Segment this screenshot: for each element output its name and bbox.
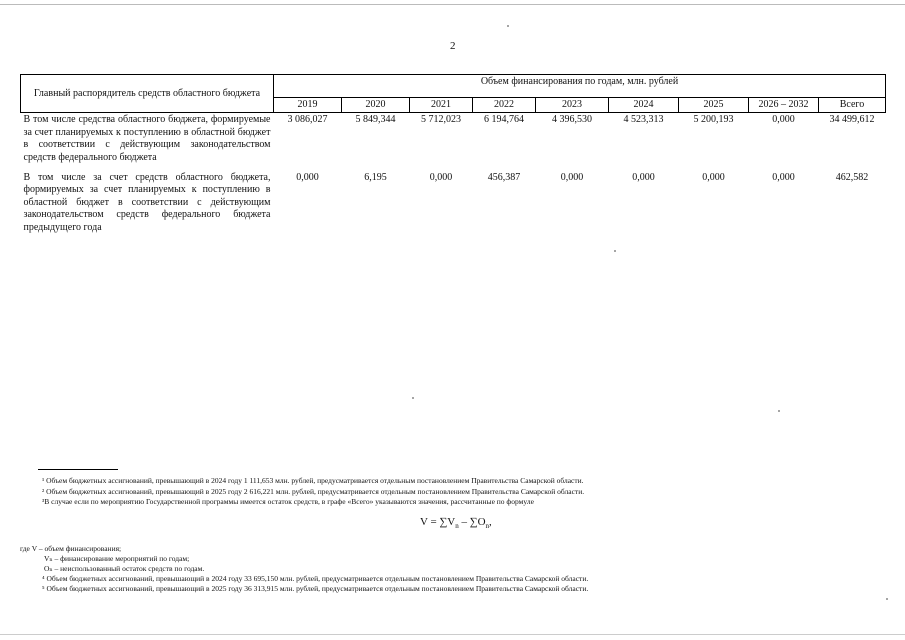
footnote-4: ⁴ Объем бюджетных ассигнований, превышающий в 2024 году 33 695,150 млн. рублей, предусматривается отдельным постановлением Правительства Самарской области. [42,574,589,583]
row-description: В том числе за счет средств областного бюджета, формируемых за счет планируемых к поступлению в областной бюджет в соответствии с действующим законодательством средств федерального бюджета предыдущего года [23,171,271,233]
total-header: Всего [819,98,886,113]
formula [420,516,492,530]
footnote-5: ⁵ Объем бюджетных ассигнований, превышающий в 2025 году 36 313,915 млн. рублей, предусматривается отдельным постановлением Правительства Самарской области. [42,584,589,593]
table-cell: 4 523,313 [623,114,664,125]
table-cell: 0,000 [296,171,319,183]
financing-table [20,74,886,235]
formula-lhs: V = [420,516,437,528]
year-header: 2021 [410,98,473,113]
table-cell: 0,000 [632,171,655,183]
year-header: 2023 [536,98,609,113]
table-cell: 462,582 [835,171,869,183]
page-top-border [0,4,905,5]
table-cell: 4 396,530 [552,114,592,125]
table-row [21,113,886,171]
header-main-administrator: Главный распорядитель средств областного бюджета [21,75,274,113]
year-header: 2019 [274,98,342,113]
formula-sub-o: n [485,522,490,531]
table-cell: 5 849,344 [355,114,396,125]
table-row [21,171,886,236]
table-cell: 5 712,023 [421,114,461,125]
formula-sum-v: ∑V [439,516,456,528]
table-cell: 6,195 [364,171,387,183]
footnote-1: ¹ Объем бюджетных ассигнований, превышающий в 2024 году 1 111,653 млн. рублей, предусматривается отдельным постановлением Правительства Самарской области. [42,476,584,485]
header-financing-by-years: Объем финансирования по годам, млн. рублей [274,75,886,98]
footnote-separator [38,469,118,470]
table-cell: 0,000 [560,171,584,183]
formula-sub-v: n [455,522,459,531]
footnote-2: ² Объем бюджетных ассигнований, превышающий в 2025 году 2 616,221 млн. рублей, предусматривается отдельным постановлением Правительства Самарской области. [42,486,585,496]
scan-speck [886,598,888,600]
formula-minus: – [458,516,470,528]
year-header: 2025 [679,98,749,113]
table-cell: 0,000 [429,171,453,183]
formula-tail: , [489,516,492,528]
scan-speck [778,410,780,412]
page-number: 2 [450,40,456,52]
formula-sum-o: ∑O [469,516,486,528]
footnote-3: ³В случае если по мероприятию Государственной программы имеется остаток средств, в графе «Всего» указываются значения, рассчитанные по формуле [42,497,534,506]
legend-line-v: где V – объем финансирования; [20,544,122,553]
row-description: В том числе средства областного бюджета, формируемые за счет планируемых к поступлению в областной бюджет в соответствии с действующим законодательством средств федерального бюджета [23,114,271,163]
scan-speck [614,250,616,252]
table-cell: 5 200,193 [693,114,734,125]
legend-line-vn: Vₙ – финансирование мероприятий по годам; [44,554,190,563]
table-cell: 0,000 [702,171,725,183]
table-cell: 0,000 [772,171,795,183]
table-cell: 34 499,612 [829,114,875,125]
year-header: 2020 [342,98,410,113]
table-cell: 0,000 [772,114,795,125]
year-header: 2022 [473,98,536,113]
legend-line-on: Oₙ – неиспользованный остаток средств по годам. [44,564,205,573]
table-cell: 456,387 [487,171,521,183]
year-header: 2026 – 2032 [749,98,819,113]
scan-speck [412,397,414,399]
page-bottom-border [0,634,905,635]
footnotes-continued [42,574,588,594]
table-cell: 6 194,764 [484,114,524,125]
footnotes [42,476,584,508]
year-header: 2024 [609,98,679,113]
scan-speck [507,25,509,27]
table-cell: 3 086,027 [287,114,328,125]
formula-legend [20,544,204,574]
